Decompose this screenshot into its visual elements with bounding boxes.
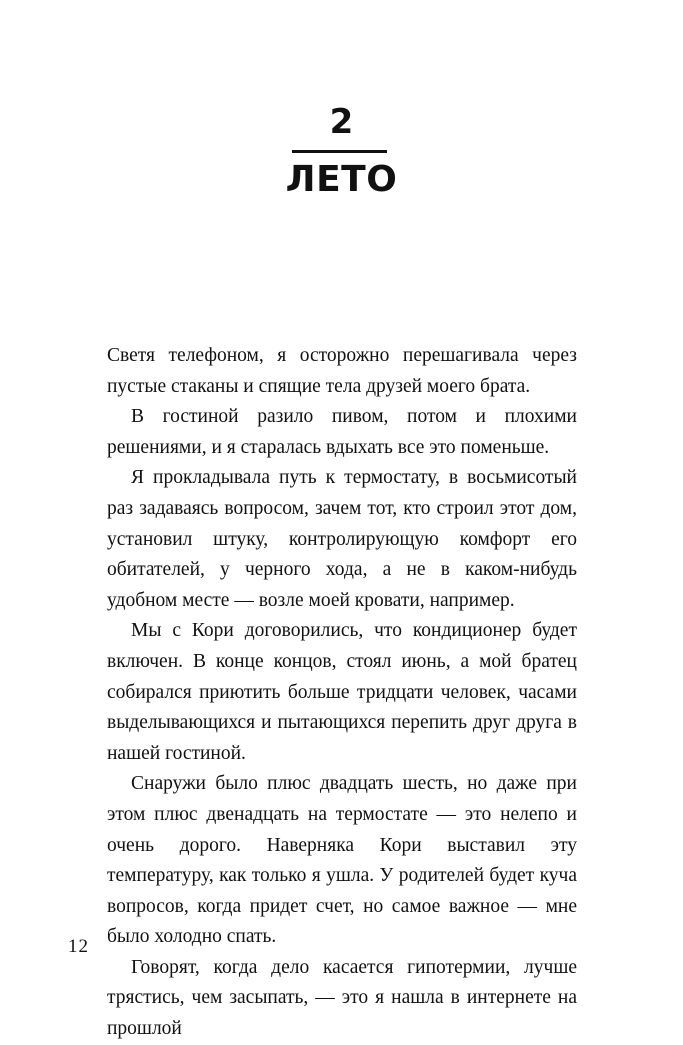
chapter-body <box>107 341 577 1045</box>
paragraph: В гостиной разило пивом, потом и плохими решениями, и я старалась вдыхать все это поменьше. <box>107 406 577 458</box>
paragraph: Говорят, когда дело касается гипотермии, лучше трястись, чем засыпать, — это я нашла в интернете на прошлой <box>107 956 577 1040</box>
chapter-divider <box>292 150 387 153</box>
chapter-title: ЛЕТО <box>285 159 398 200</box>
chapter-number: 2 <box>329 102 354 142</box>
paragraph: Я прокладывала путь к термостату, в восьмисотый раз задаваясь вопросом, зачем тот, кто строил этот дом, установил штуку, контролирующую комфорт его обитателей, у черного хода, а не в каком-нибудь удобном месте — возле моей кровати, например. <box>107 467 577 611</box>
paragraph: Светя телефоном, я осторожно перешагивала через пустые стаканы и спящие тела друзей моего брата. <box>107 345 577 397</box>
paragraph: Мы с Кори договорились, что кондиционер будет включен. В конце концов, стоял июнь, а мой братец собирался приютить больше тридцати человек, часами выделывающихся и пытающихся перепить друг друга в нашей гостиной. <box>107 620 577 764</box>
page-number: 12 <box>68 936 89 957</box>
paragraph: Снаружи было плюс двадцать шесть, но даже при этом плюс двенадцать на термостате — это нелепо и очень дорого. Наверняка Кори выставил эту температуру, как только я ушла. У родителей будет куча вопросов, когда придет счет, но самое важное — мне было холодно спать. <box>107 773 577 948</box>
